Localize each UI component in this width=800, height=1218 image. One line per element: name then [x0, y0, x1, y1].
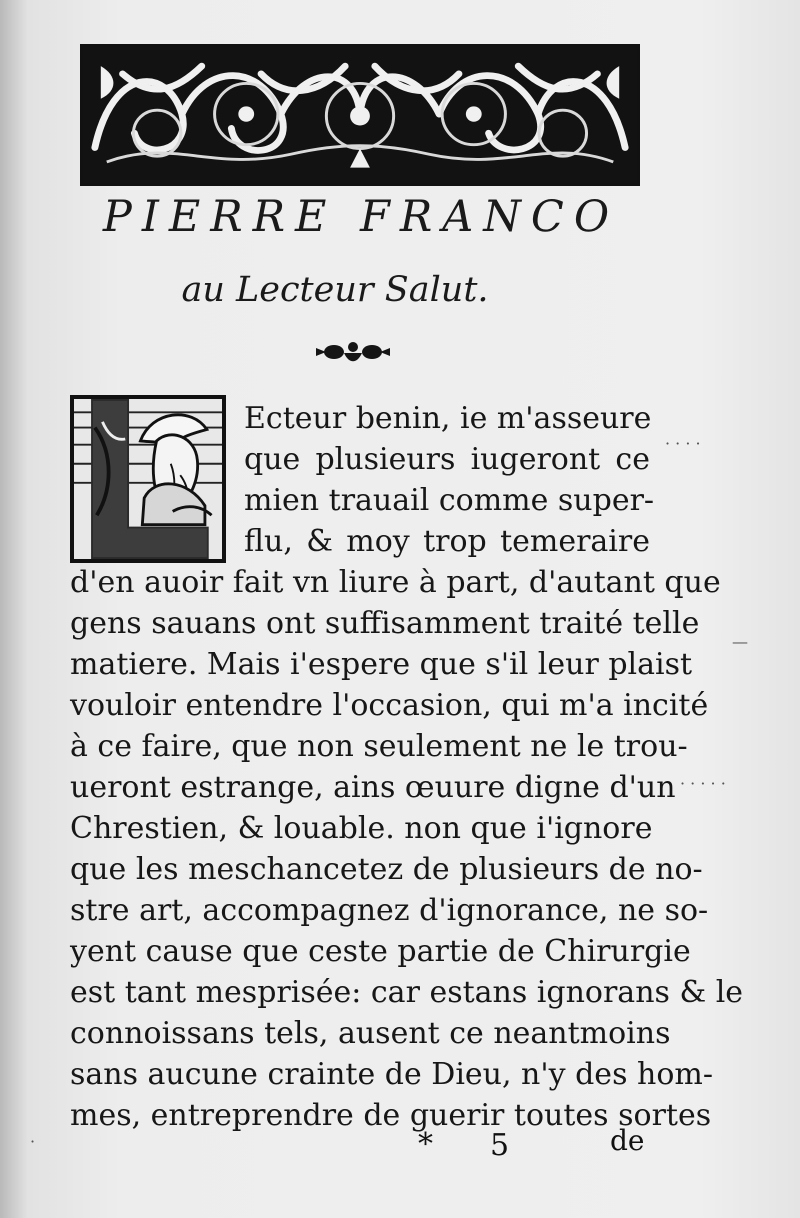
page-footer: [418, 1124, 648, 1170]
main-text: [70, 398, 744, 1136]
margin-ink-mark: —: [732, 632, 748, 651]
catchword: de: [610, 1124, 645, 1157]
text-line: Ecteur benin, ie m'asseure: [244, 401, 652, 436]
margin-ink-mark: · · · ·: [665, 434, 701, 453]
text-line: flu, & moy trop temeraire: [244, 524, 650, 559]
text-line: que les meschancetez de plusieurs de no-: [70, 852, 703, 887]
heading-subtitle: au Lecteur Salut.: [181, 270, 489, 310]
text-line: stre art, accompagnez d'ignorance, ne so-: [70, 893, 709, 928]
text-line: yent cause que ceste partie de Chirurgie: [70, 934, 691, 969]
page-folio: 5: [490, 1128, 510, 1163]
signature-mark: *: [418, 1127, 433, 1162]
text-line: matiere. Mais i'espere que s'il leur plaist: [70, 647, 693, 682]
text-line: gens sauans ont suffisamment traité telle: [70, 606, 700, 641]
text-line: vouloir entendre l'occasion, qui m'a incité: [70, 688, 709, 723]
text-line: est tant mesprisée: car estans ignorans & le: [70, 975, 744, 1010]
margin-ink-mark: ·: [30, 1132, 36, 1151]
text-line: sans aucune crainte de Dieu, n'y des hom-: [70, 1057, 713, 1092]
fleuron-ornament-icon: [312, 338, 394, 366]
text-line: mien trauail comme super-: [244, 483, 655, 518]
text-line: connoissans tels, ausent ce neantmoins: [70, 1016, 671, 1051]
heading-title: PIERRE FRANCO: [102, 192, 620, 242]
text-line: que plusieurs iugeront ce: [244, 442, 650, 477]
text-line: à ce faire, que non seulement ne le trou-: [70, 729, 688, 764]
text-line: Chrestien, & louable. non que i'ignore: [70, 811, 653, 846]
text-line: ueront estrange, ains œuure digne d'un: [70, 770, 676, 805]
floral-headpiece: [80, 44, 640, 186]
text-line: d'en auoir fait vn liure à part, d'autant que: [70, 565, 721, 600]
text-line: mes, entreprendre de guerir toutes sortes: [70, 1098, 712, 1133]
floral-headpiece-icon: [83, 47, 637, 183]
margin-ink-mark: · · · · ·: [680, 774, 726, 793]
